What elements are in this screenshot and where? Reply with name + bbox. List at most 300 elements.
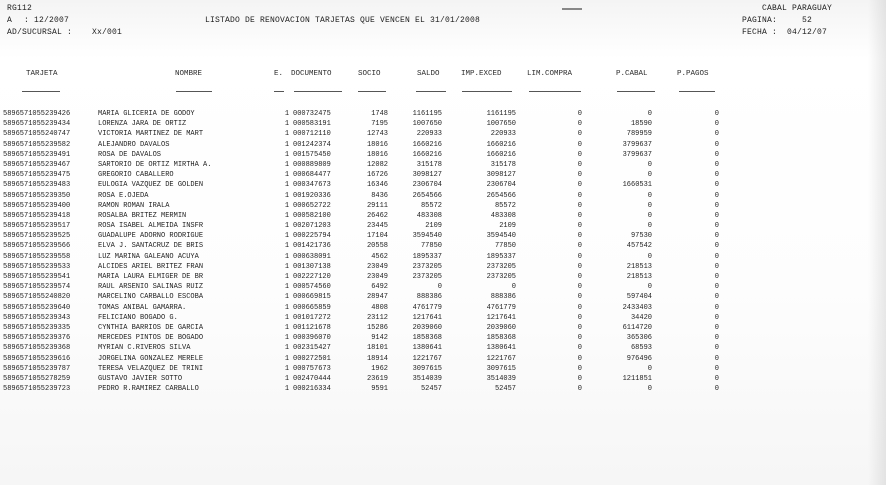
cell-p-cabal: 3799637 [622, 150, 652, 159]
cell-p-cabal: 97530 [630, 232, 652, 241]
cell-documento: 001307138 [293, 262, 331, 271]
cell-nombre: ALEJANDRO DAVALOS [98, 140, 170, 149]
cell-socio: 7195 [371, 120, 388, 129]
cell-imp-exced: 1660216 [486, 150, 516, 159]
branch-label: AD/SUCURSAL : [7, 28, 73, 37]
cell-lim-compra: 0 [577, 222, 582, 231]
cell-imp-exced: 3594540 [486, 232, 516, 241]
cell-documento: 002227120 [293, 273, 331, 281]
cell-socio: 9142 [371, 334, 388, 343]
cell-p-pagos: 0 [714, 191, 719, 200]
cell-nombre: MYRIAN C.RIVEROS SILVA [98, 344, 191, 353]
cell-p-pagos: 0 [714, 171, 719, 180]
cell-imp-exced: 52457 [494, 385, 516, 394]
table-row [0, 160, 886, 170]
cell-e: 1 [284, 110, 290, 118]
cell-documento: 000396070 [293, 334, 331, 343]
cell-e: 1 [284, 252, 290, 261]
cell-nombre: GREGORIO CABALLERO [98, 171, 174, 180]
cell-lim-compra: 0 [577, 303, 582, 312]
cell-tarjeta: 5896571055239582 [3, 140, 71, 149]
cell-socio: 17104 [366, 232, 388, 241]
table-row [0, 364, 886, 374]
cell-tarjeta: 5896571055239616 [3, 354, 71, 363]
cell-saldo: 3097615 [412, 364, 442, 373]
cell-saldo: 52457 [420, 385, 442, 394]
cell-p-cabal: 0 [647, 385, 652, 394]
cell-lim-compra: 0 [577, 313, 582, 322]
cell-saldo: 1895337 [412, 252, 442, 261]
col-p-cabal: P.CABAL [616, 70, 648, 78]
period-label: A [7, 16, 13, 25]
cell-imp-exced: 2109 [499, 222, 516, 231]
cell-tarjeta: 5896571055239335 [3, 323, 71, 332]
cell-p-cabal: 218513 [626, 273, 652, 281]
col-socio: SOCIO [358, 70, 381, 78]
cell-p-cabal: 218513 [626, 262, 652, 271]
cell-p-pagos: 0 [714, 273, 719, 281]
print-date: 04/12/07 [787, 28, 828, 37]
cell-e: 1 [284, 354, 290, 363]
cell-documento: 001920336 [293, 191, 331, 200]
cell-lim-compra: 0 [577, 171, 582, 180]
col-e: E. [274, 70, 284, 78]
cell-p-cabal: 0 [647, 191, 652, 200]
cell-p-pagos: 0 [714, 130, 719, 139]
cell-nombre: MARCELINO CARBALLO ESCOBA [98, 293, 204, 302]
cell-imp-exced: 2373205 [486, 273, 516, 281]
cell-tarjeta: 5896571055239541 [3, 273, 71, 281]
cell-p-pagos: 0 [714, 160, 719, 169]
cell-imp-exced: 2039060 [486, 323, 516, 332]
cell-nombre: RAUL ARSENIO SALINAS RUIZ [98, 283, 204, 292]
cell-documento: 000889809 [293, 160, 331, 169]
cell-p-pagos: 0 [714, 211, 719, 220]
cell-nombre: MERCEDES PINTOS DE BOGADO [98, 334, 204, 343]
cell-p-cabal: 18590 [630, 120, 652, 129]
table-row [0, 170, 886, 180]
cell-p-cabal: 1660531 [622, 181, 652, 190]
cell-socio: 23049 [366, 262, 388, 271]
table-row [0, 272, 886, 282]
cell-e: 1 [284, 273, 290, 281]
cell-e: 1 [284, 344, 290, 353]
cell-saldo: 2373205 [412, 273, 442, 281]
cell-documento: 000583191 [293, 120, 331, 129]
cell-p-pagos: 0 [714, 283, 719, 292]
cell-documento: 001017272 [293, 313, 331, 322]
cell-saldo: 3594540 [412, 232, 442, 241]
cell-socio: 12743 [366, 130, 388, 139]
cell-saldo: 315178 [416, 160, 442, 169]
cell-p-cabal: 597404 [626, 293, 652, 302]
cell-e: 1 [284, 150, 290, 159]
cell-socio: 6492 [371, 283, 388, 292]
cell-imp-exced: 1858368 [486, 334, 516, 343]
cell-nombre: ROSALBA BRITEZ MERMIN [98, 211, 187, 220]
cell-e: 1 [284, 323, 290, 332]
cell-e: 1 [284, 222, 290, 231]
cell-p-pagos: 0 [714, 385, 719, 394]
cell-tarjeta: 5896571055239418 [3, 211, 71, 220]
cell-nombre: MARIA LAURA ELMIGER DE BR [98, 273, 204, 281]
rule-p-cabal [617, 91, 655, 92]
cell-saldo: 1217641 [412, 313, 442, 322]
cell-p-cabal: 457542 [626, 242, 652, 251]
cell-tarjeta: 5896571055239368 [3, 344, 71, 353]
table-row [0, 354, 886, 364]
cell-e: 1 [284, 283, 290, 292]
cell-saldo: 1161195 [412, 110, 442, 118]
cell-tarjeta: 5896571055239491 [3, 150, 71, 159]
cell-documento: 000574560 [293, 283, 331, 292]
cell-p-cabal: 34420 [630, 313, 652, 322]
table-row [0, 241, 886, 251]
table-row [0, 262, 886, 272]
cell-saldo: 2039060 [412, 323, 442, 332]
cell-saldo: 85572 [420, 201, 442, 210]
cell-lim-compra: 0 [577, 252, 582, 261]
cell-tarjeta: 5896571055239467 [3, 160, 71, 169]
cell-tarjeta: 5896571055239640 [3, 303, 71, 312]
cell-socio: 16726 [366, 171, 388, 180]
cell-documento: 000665859 [293, 303, 331, 312]
cell-p-pagos: 0 [714, 334, 719, 343]
cell-lim-compra: 0 [577, 334, 582, 343]
rule-nombre [176, 91, 212, 92]
cell-p-pagos: 0 [714, 140, 719, 149]
table-row [0, 140, 886, 150]
table-row [0, 211, 886, 221]
cell-tarjeta: 5896571055239376 [3, 334, 71, 343]
cell-documento: 001242374 [293, 140, 331, 149]
cell-imp-exced: 1161195 [486, 110, 516, 118]
cell-nombre: PEDRO R.RAMIREZ CARBALLO [98, 385, 199, 394]
cell-lim-compra: 0 [577, 344, 582, 353]
cell-socio: 23619 [366, 374, 388, 383]
col-tarjeta: TARJETA [26, 70, 58, 78]
cell-documento: 000652722 [293, 201, 331, 210]
cell-e: 1 [284, 303, 290, 312]
cell-tarjeta: 5896571055239475 [3, 171, 71, 180]
cell-p-pagos: 0 [714, 262, 719, 271]
cell-documento: 002470444 [293, 374, 331, 383]
table-row [0, 282, 886, 292]
cell-p-cabal: 0 [647, 160, 652, 169]
cell-e: 1 [284, 374, 290, 383]
cell-lim-compra: 0 [577, 160, 582, 169]
cell-nombre: MARIA GLICERIA DE GODOY [98, 110, 195, 118]
cell-saldo: 2654566 [412, 191, 442, 200]
cell-p-cabal: 0 [647, 283, 652, 292]
table-row [0, 191, 886, 201]
rule-p-pagos [679, 91, 715, 92]
cell-imp-exced: 1380641 [486, 344, 516, 353]
cell-imp-exced: 1007650 [486, 120, 516, 129]
table-row [0, 374, 886, 384]
cell-socio: 9591 [371, 385, 388, 394]
cell-e: 1 [284, 201, 290, 210]
cell-p-pagos: 0 [714, 364, 719, 373]
cell-lim-compra: 0 [577, 201, 582, 210]
cell-p-cabal: 0 [647, 364, 652, 373]
cell-socio: 18016 [366, 150, 388, 159]
cell-p-cabal: 0 [647, 201, 652, 210]
cell-lim-compra: 0 [577, 130, 582, 139]
cell-imp-exced: 2306704 [486, 181, 516, 190]
table-row [0, 231, 886, 241]
cell-imp-exced: 3098127 [486, 171, 516, 180]
cell-nombre: FELICIANO BOGADO G. [98, 313, 178, 322]
cell-lim-compra: 0 [577, 262, 582, 271]
cell-documento: 000638091 [293, 252, 331, 261]
cell-lim-compra: 0 [577, 211, 582, 220]
cell-imp-exced: 2654566 [486, 191, 516, 200]
report-title: LISTADO DE RENOVACION TARJETAS QUE VENCEN EL 31/01/2008 [205, 16, 481, 25]
cell-p-pagos: 0 [714, 181, 719, 190]
col-nombre: NOMBRE [175, 70, 203, 78]
cell-p-pagos: 0 [714, 110, 719, 118]
table-row [0, 180, 886, 190]
cell-p-pagos: 0 [714, 252, 719, 261]
cell-imp-exced: 0 [511, 283, 516, 292]
cell-nombre: JORGELINA GONZALEZ MERELE [98, 354, 204, 363]
cell-documento: 000712110 [293, 130, 331, 139]
cell-socio: 26462 [366, 211, 388, 220]
cell-p-pagos: 0 [714, 293, 719, 302]
cell-documento: 001575450 [293, 150, 331, 159]
cell-tarjeta: 5896571055239566 [3, 242, 71, 251]
cell-imp-exced: 483308 [490, 211, 516, 220]
cell-p-cabal: 789959 [626, 130, 652, 139]
cell-nombre: GUSTAVO JAVIER SOTTO [98, 374, 183, 383]
cell-socio: 16346 [366, 181, 388, 190]
cell-nombre: TERESA VELAZQUEZ DE TRINI [98, 364, 204, 373]
table-row [0, 150, 886, 160]
cell-nombre: GUADALUPE ADORNO RODRIGUE [98, 232, 204, 241]
cell-tarjeta: 5896571055278259 [3, 374, 71, 383]
cell-lim-compra: 0 [577, 181, 582, 190]
cell-nombre: VICTORIA MARTINEZ DE MART [98, 130, 204, 139]
col-saldo: SALDO [417, 70, 440, 78]
cell-saldo: 2373205 [412, 262, 442, 271]
cell-lim-compra: 0 [577, 364, 582, 373]
table-row [0, 201, 886, 211]
cell-documento: 001421736 [293, 242, 331, 251]
cell-p-pagos: 0 [714, 313, 719, 322]
cell-saldo: 220933 [416, 130, 442, 139]
cell-nombre: ELVA J. SANTACRUZ DE BRIS [98, 242, 204, 251]
cell-saldo: 888386 [416, 293, 442, 302]
cell-documento: 002071203 [293, 222, 331, 231]
cell-saldo: 1660216 [412, 150, 442, 159]
cell-p-cabal: 0 [647, 252, 652, 261]
cell-p-cabal: 2433403 [622, 303, 652, 312]
cell-socio: 8436 [371, 191, 388, 200]
cell-e: 1 [284, 385, 290, 394]
table-row [0, 384, 886, 394]
cell-saldo: 1007650 [412, 120, 442, 129]
cell-p-pagos: 0 [714, 242, 719, 251]
table-row [0, 343, 886, 353]
cell-p-cabal: 68593 [630, 344, 652, 353]
cell-e: 1 [284, 191, 290, 200]
cell-p-pagos: 0 [714, 201, 719, 210]
cell-lim-compra: 0 [577, 140, 582, 149]
cell-socio: 18914 [366, 354, 388, 363]
cell-p-cabal: 6114720 [622, 323, 652, 332]
cell-tarjeta: 5896571055239434 [3, 120, 71, 129]
cell-lim-compra: 0 [577, 385, 582, 394]
cell-saldo: 77850 [420, 242, 442, 251]
cell-e: 1 [284, 181, 290, 190]
cell-p-cabal: 365306 [626, 334, 652, 343]
branch-value: Xx/001 [92, 28, 123, 37]
cell-tarjeta: 5896571055239350 [3, 191, 71, 200]
cell-saldo: 1858368 [412, 334, 442, 343]
cell-lim-compra: 0 [577, 191, 582, 200]
table-row [0, 119, 886, 129]
cell-documento: 000225794 [293, 232, 331, 241]
cell-p-pagos: 0 [714, 150, 719, 159]
date-label: FECHA : [742, 28, 778, 37]
cell-tarjeta: 5896571055239525 [3, 232, 71, 241]
cell-socio: 1962 [371, 364, 388, 373]
cell-tarjeta: 5896571055239574 [3, 283, 71, 292]
cell-documento: 000582100 [293, 211, 331, 220]
company-name: CABAL PARAGUAY [762, 4, 833, 13]
cell-documento: 000216334 [293, 385, 331, 394]
cell-p-pagos: 0 [714, 120, 719, 129]
cell-p-pagos: 0 [714, 374, 719, 383]
col-p-pagos: P.PAGOS [677, 70, 709, 78]
report-code: RG112 [7, 4, 33, 13]
table-row [0, 252, 886, 262]
cell-e: 1 [284, 160, 290, 169]
cell-saldo: 1660216 [412, 140, 442, 149]
cell-socio: 15286 [366, 323, 388, 332]
cell-saldo: 1221767 [412, 354, 442, 363]
cell-socio: 1748 [371, 110, 388, 118]
page-number: 52 [802, 16, 813, 25]
cell-tarjeta: 5896571055239533 [3, 262, 71, 271]
cell-documento: 000272501 [293, 354, 331, 363]
cell-imp-exced: 77850 [494, 242, 516, 251]
cell-lim-compra: 0 [577, 323, 582, 332]
cell-documento: 000669815 [293, 293, 331, 302]
cell-documento: 002315427 [293, 344, 331, 353]
cell-nombre: ROSA E.OJEDA [98, 191, 149, 200]
cell-e: 1 [284, 313, 290, 322]
table-row [0, 221, 886, 231]
cell-p-pagos: 0 [714, 323, 719, 332]
cell-saldo: 2109 [425, 222, 442, 231]
cell-socio: 23049 [366, 273, 388, 281]
cell-lim-compra: 0 [577, 354, 582, 363]
cell-socio: 23112 [366, 313, 388, 322]
cell-nombre: ALCIDES ARIEL BRITEZ FRAN [98, 262, 204, 271]
table-row [0, 292, 886, 302]
cell-tarjeta: 5896571055240747 [3, 130, 71, 139]
cell-nombre: ROSA DE DAVALOS [98, 150, 162, 159]
cell-p-cabal: 3799637 [622, 140, 652, 149]
scan-mark [562, 8, 582, 10]
col-lim-compra: LIM.COMPRA [527, 70, 573, 78]
cell-socio: 20558 [366, 242, 388, 251]
rule-e [274, 91, 284, 92]
cell-e: 1 [284, 334, 290, 343]
cell-tarjeta: 5896571055239723 [3, 385, 71, 394]
cell-e: 1 [284, 242, 290, 251]
cell-tarjeta: 5896571055239483 [3, 181, 71, 190]
cell-tarjeta: 5896571055239787 [3, 364, 71, 373]
cell-p-cabal: 1211851 [622, 374, 652, 383]
cell-p-pagos: 0 [714, 344, 719, 353]
cell-p-pagos: 0 [714, 303, 719, 312]
cell-socio: 28947 [366, 293, 388, 302]
cell-e: 1 [284, 364, 290, 373]
cell-saldo: 1380641 [412, 344, 442, 353]
cell-lim-compra: 0 [577, 293, 582, 302]
cell-socio: 4808 [371, 303, 388, 312]
cell-socio: 23445 [366, 222, 388, 231]
cell-nombre: LUZ MARINA GALEANO ACUYA [98, 252, 199, 261]
cell-imp-exced: 1221767 [486, 354, 516, 363]
cell-lim-compra: 0 [577, 232, 582, 241]
cell-imp-exced: 315178 [490, 160, 516, 169]
rule-imp-exced [462, 91, 512, 92]
cell-e: 1 [284, 232, 290, 241]
cell-lim-compra: 0 [577, 150, 582, 159]
cell-lim-compra: 0 [577, 120, 582, 129]
cell-tarjeta: 5896571055239400 [3, 201, 71, 210]
cell-p-cabal: 976496 [626, 354, 652, 363]
cell-p-cabal: 0 [647, 222, 652, 231]
cell-tarjeta: 5896571055239343 [3, 313, 71, 322]
cell-socio: 18101 [366, 344, 388, 353]
cell-lim-compra: 0 [577, 283, 582, 292]
cell-saldo: 0 [437, 283, 442, 292]
cell-socio: 18016 [366, 140, 388, 149]
cell-imp-exced: 220933 [490, 130, 516, 139]
cell-lim-compra: 0 [577, 242, 582, 251]
cell-documento: 000732475 [293, 110, 331, 118]
col-documento: DOCUMENTO [291, 70, 332, 78]
rule-saldo [416, 91, 446, 92]
table-row [0, 303, 886, 313]
table-row [0, 313, 886, 323]
cell-e: 1 [284, 171, 290, 180]
cell-documento: 000347673 [293, 181, 331, 190]
cell-socio: 12082 [366, 160, 388, 169]
cell-imp-exced: 888386 [490, 293, 516, 302]
page-label: PAGINA: [742, 16, 778, 25]
cell-nombre: TOMAS ANIBAL GAMARRA. [98, 303, 187, 312]
cell-documento: 000684477 [293, 171, 331, 180]
cell-imp-exced: 1217641 [486, 313, 516, 322]
cell-p-pagos: 0 [714, 222, 719, 231]
cell-p-pagos: 0 [714, 232, 719, 241]
record-list [0, 109, 886, 394]
cell-e: 1 [284, 293, 290, 302]
cell-socio: 4562 [371, 252, 388, 261]
cell-e: 1 [284, 120, 290, 129]
cell-tarjeta: 5896571055239558 [3, 252, 71, 261]
col-imp-exced: IMP.EXCED [461, 70, 502, 78]
cell-imp-exced: 2373205 [486, 262, 516, 271]
cell-documento: 000757673 [293, 364, 331, 373]
cell-p-cabal: 0 [647, 211, 652, 220]
